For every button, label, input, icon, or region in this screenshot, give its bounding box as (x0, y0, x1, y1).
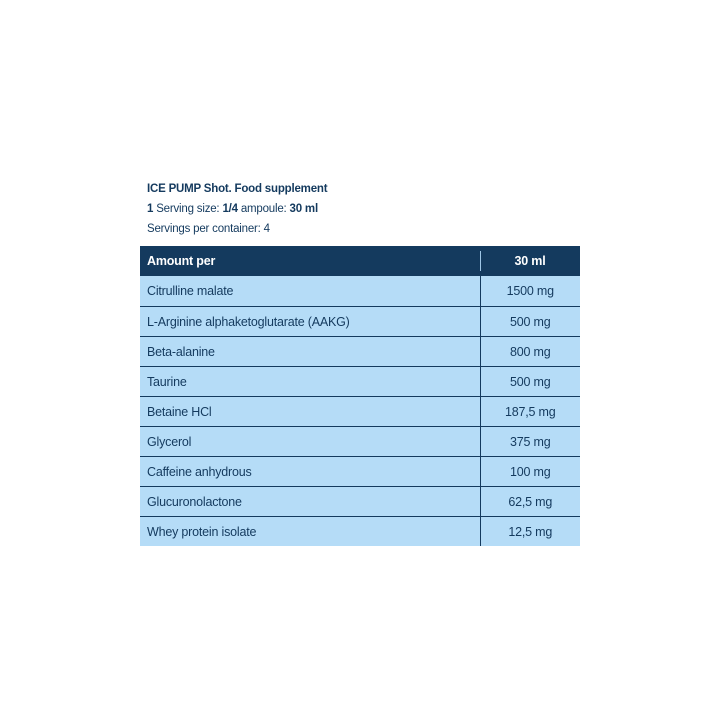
ingredient-amount: 100 mg (480, 457, 580, 487)
product-title: ICE PUMP Shot. Food supplement (147, 183, 328, 195)
ingredient-name: Glucuronolactone (140, 487, 480, 517)
ingredient-name: Beta-alanine (140, 337, 480, 367)
supplement-facts-table (140, 246, 580, 546)
ingredient-amount: 375 mg (480, 427, 580, 457)
ingredient-name: Betaine HCl (140, 397, 480, 427)
table-row (140, 457, 580, 487)
serving-fraction: 1/4 (222, 203, 238, 215)
ingredient-name: Citrulline malate (147, 284, 234, 298)
ingredient-amount: 1500 mg (480, 276, 580, 307)
ingredient-amount: 800 mg (480, 337, 580, 367)
column-header-volume: 30 ml (480, 246, 580, 276)
ingredient-amount: 187,5 mg (480, 397, 580, 427)
ingredient-name: L-Arginine alphaketoglutarate (AAKG) (140, 307, 480, 337)
table-row (140, 397, 580, 427)
serving-volume: 30 ml (289, 203, 318, 215)
table-row (140, 337, 580, 367)
ingredient-amount: 500 mg (480, 367, 580, 397)
serving-count: 1 (147, 203, 154, 215)
ingredient-name: Caffeine anhydrous (140, 457, 480, 487)
ingredient-amount: 12,5 mg (480, 517, 580, 547)
table-row (140, 487, 580, 517)
supplement-header (147, 179, 327, 239)
table-row (140, 276, 580, 307)
column-header-amount-per: Amount per (147, 254, 216, 268)
table-row (140, 307, 580, 337)
table-row (140, 427, 580, 457)
serving-size-label: Serving size: (153, 203, 223, 215)
ingredient-name: Taurine (140, 367, 480, 397)
serving-size-line (147, 199, 327, 219)
ingredient-amount: 62,5 mg (480, 487, 580, 517)
table-row (140, 517, 580, 547)
servings-per-container: Servings per container: 4 (147, 223, 270, 235)
table-row (140, 367, 580, 397)
serving-unit-label: ampoule: (237, 203, 290, 215)
ingredient-name: Whey protein isolate (140, 517, 480, 547)
table-header-row (140, 246, 580, 276)
ingredient-amount: 500 mg (480, 307, 580, 337)
ingredient-name: Glycerol (140, 427, 480, 457)
